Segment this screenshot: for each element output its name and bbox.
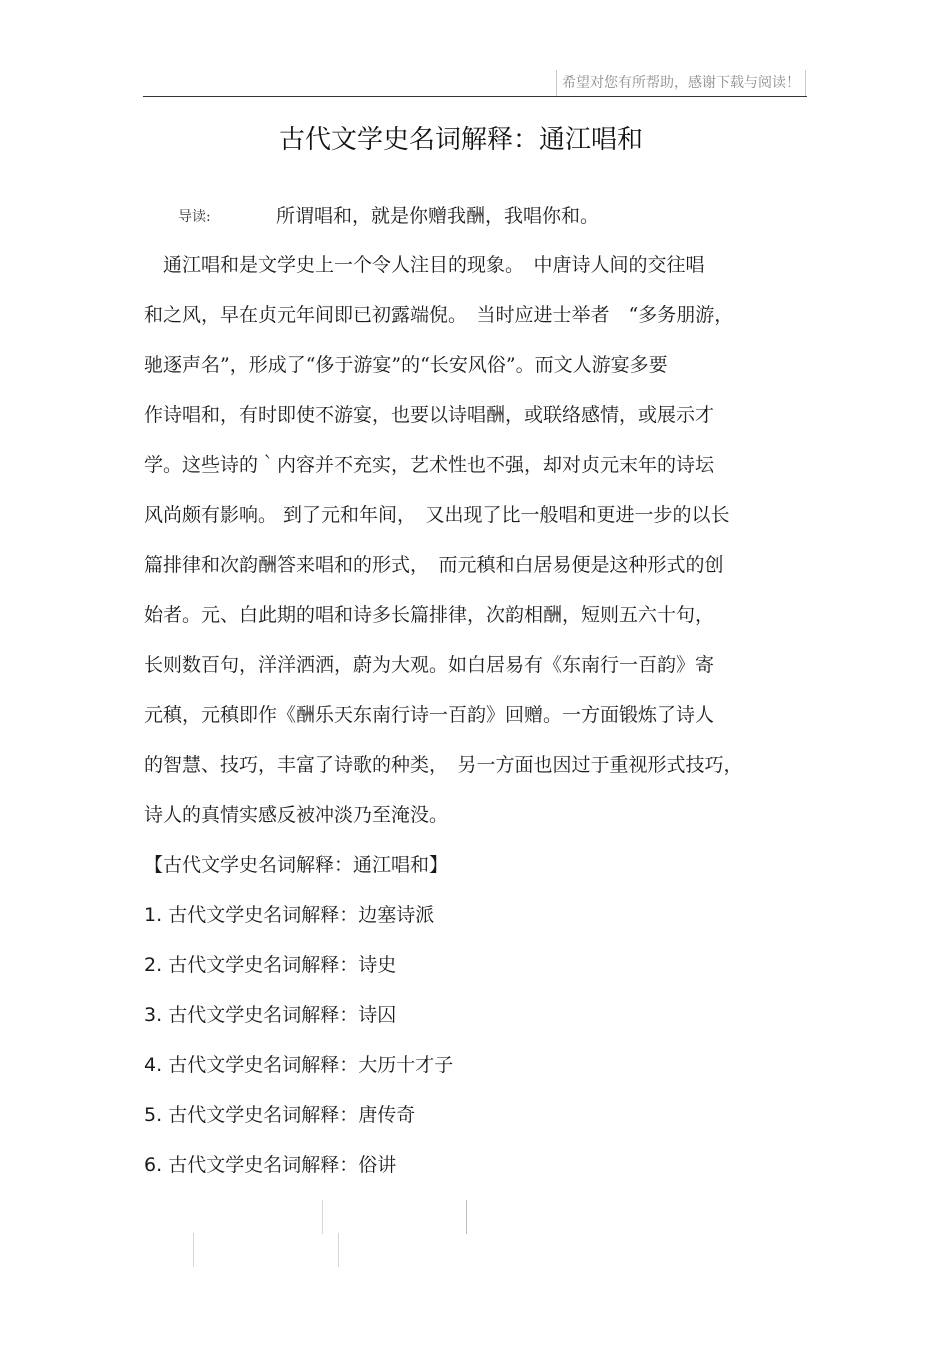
list-item-text: 古代文学史名词解释：诗囚 — [168, 1004, 397, 1026]
scan-artifact-mark — [466, 1200, 467, 1234]
body-line: 驰逐声名”，形成了“侈于游宴”的“长安风俗”。而文人游宴多要 — [144, 354, 668, 376]
list-item-number: 4. — [144, 1054, 163, 1076]
guide-label: 导读: — [178, 209, 211, 225]
list-item — [144, 1050, 453, 1100]
list-item-text: 古代文学史名词解释：边塞诗派 — [168, 904, 435, 926]
list-item — [144, 1100, 453, 1150]
header-banner: 希望对您有所帮助，感谢下载与阅读！ — [556, 70, 806, 96]
scan-artifact-mark — [322, 1200, 323, 1234]
body-line: 学。这些诗的｀内容并不充实，艺术性也不强，却对贞元末年的诗坛 — [144, 454, 715, 476]
list-item-number: 1. — [144, 904, 163, 926]
list-item-text: 古代文学史名词解释：诗史 — [168, 954, 397, 976]
guide-text: 所谓唱和，就是你赠我酬，我唱你和。 — [276, 205, 600, 227]
list-item — [144, 950, 453, 1000]
body-line: 元稹，元稹即作《酬乐天东南行诗一百韵》回赠。一方面锻炼了诗人 — [144, 704, 715, 726]
scan-artifact-mark — [338, 1233, 339, 1267]
list-item-text: 古代文学史名词解释：俗讲 — [168, 1154, 397, 1176]
list-item-number: 3. — [144, 1004, 163, 1026]
body-line: 始者。元、白此期的唱和诗多长篇排律，次韵相酬，短则五六十句， — [144, 604, 715, 626]
body-line: 的智慧、技巧，丰富了诗歌的种类， 另一方面也因过于重视形式技巧， — [144, 754, 743, 776]
page-title: 古代文学史名词解释：通江唱和 — [278, 125, 643, 155]
list-item-text: 古代文学史名词解释：唐传奇 — [168, 1104, 416, 1126]
body-line: 作诗唱和，有时即使不游宴，也要以诗唱酬，或联络感情，或展示才 — [144, 404, 715, 426]
list-item-number: 5. — [144, 1104, 163, 1126]
related-terms-section — [144, 850, 453, 1200]
list-item — [144, 1150, 453, 1200]
list-item — [144, 1000, 453, 1050]
list-item — [144, 900, 453, 950]
body-line: 长则数百句，洋洋洒洒，蔚为大观。如白居易有《东南行一百韵》寄 — [144, 654, 715, 676]
body-line: 通江唱和是文学史上一个令人注目的现象。 中唐诗人间的交往唱 — [144, 254, 705, 276]
list-item-number: 6. — [144, 1154, 163, 1176]
body-line: 风尚颇有影响。 到了元和年间， 又出现了比一般唱和更进一步的以长 — [144, 504, 730, 526]
body-line: 诗人的真情实感反被冲淡乃至淹没。 — [144, 804, 449, 826]
body-line: 和之风，早在贞元年间即已初露端倪。 当时应进士举者 “多务朋游， — [144, 304, 734, 326]
body-line: 篇排律和次韵酬答来唱和的形式， 而元稹和白居易便是这种形式的创 — [144, 554, 724, 576]
body-paragraph — [144, 250, 804, 850]
list-item-number: 2. — [144, 954, 163, 976]
section-heading: 【古代文学史名词解释：通江唱和】 — [144, 854, 449, 876]
scan-artifact-mark — [193, 1233, 194, 1267]
list-item-text: 古代文学史名词解释：大历十才子 — [168, 1054, 454, 1076]
header-rule — [143, 96, 807, 97]
